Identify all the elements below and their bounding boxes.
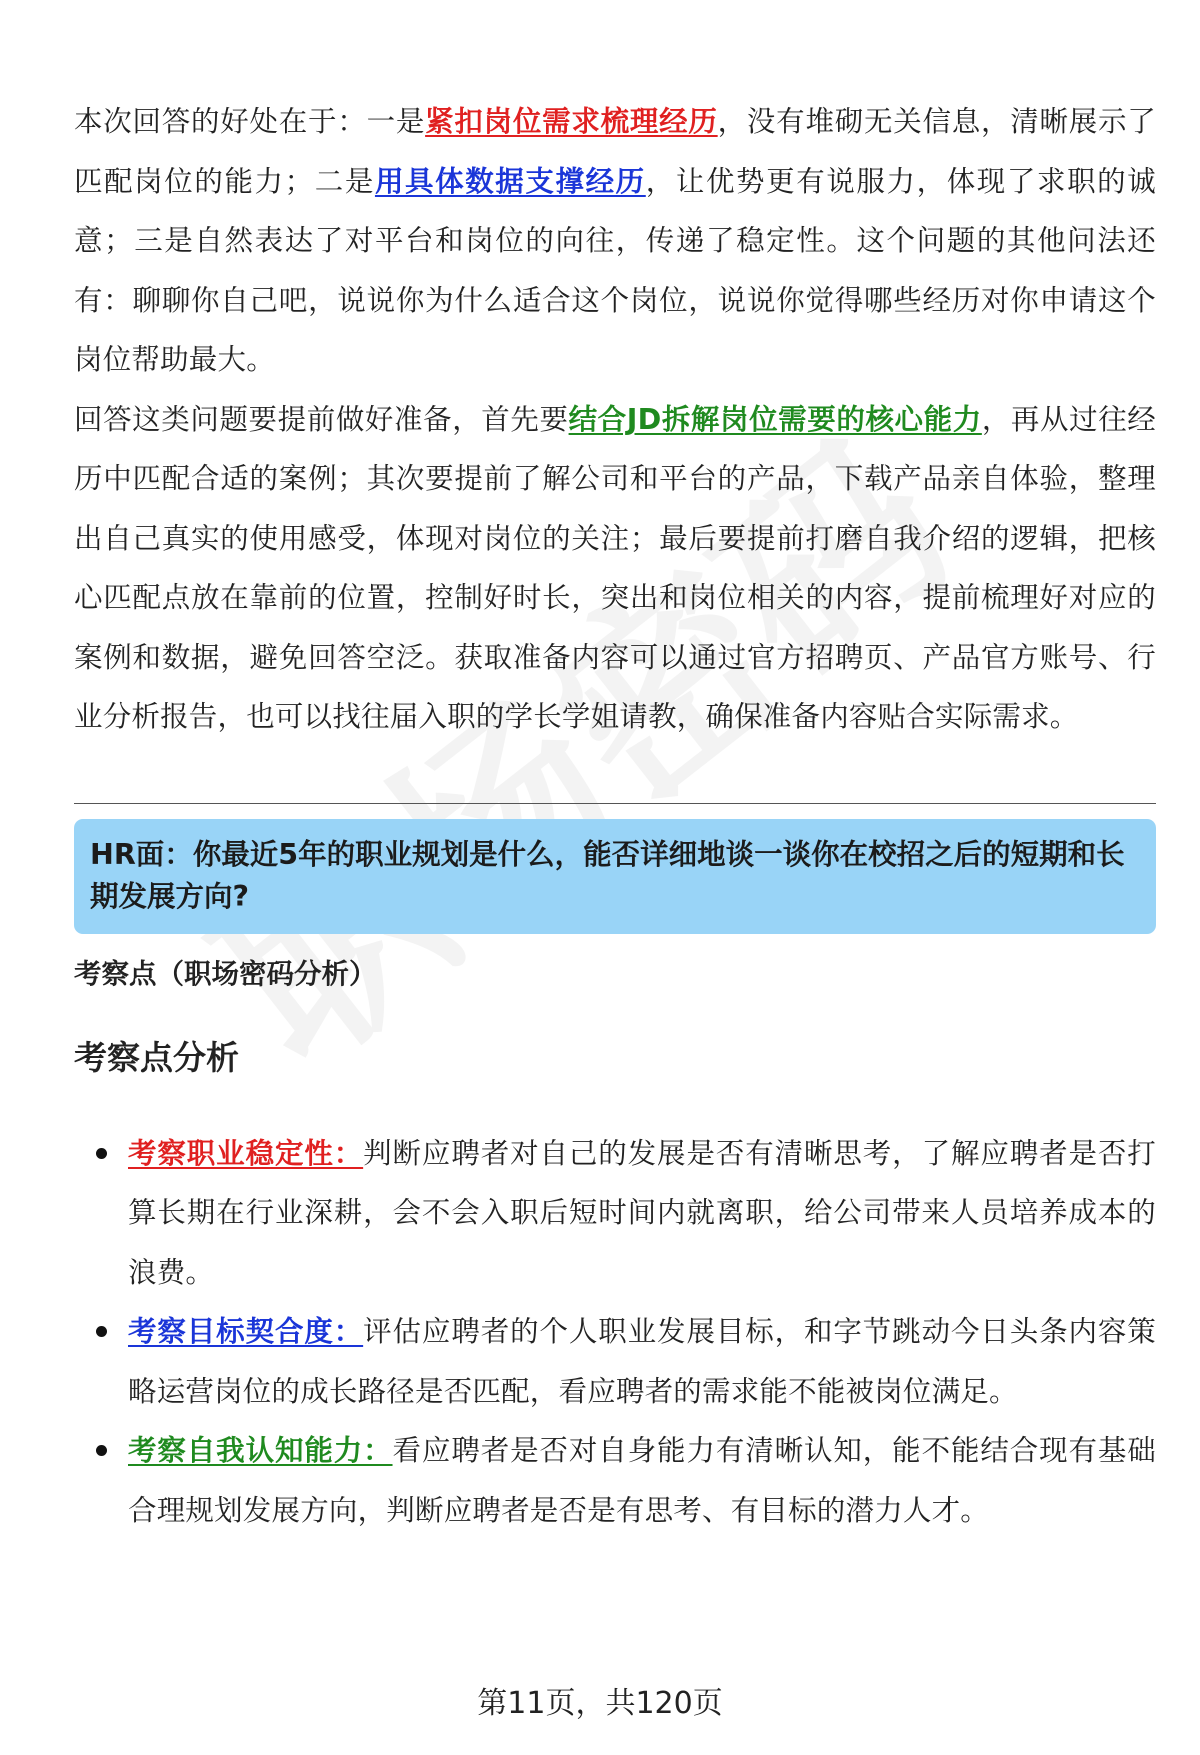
bullet-label: 考察职业稳定性： bbox=[128, 1136, 364, 1170]
highlight-blue: 用具体数据支撑经历 bbox=[374, 164, 646, 198]
page-content bbox=[74, 92, 1156, 1540]
text-run: ，没有堆砌无关信息，清晰展示了匹配岗位的能力；二是 bbox=[74, 105, 1156, 198]
paragraph-answer-benefits bbox=[74, 92, 1156, 390]
bullet-text: 判断应聘者对自己的发展是否有清晰思考，了解应聘者是否打算长期在行业深耕，会不会入职后短时间内就离职，给公司带来人员培养成本的浪费。 bbox=[128, 1136, 1157, 1289]
section-divider bbox=[74, 803, 1156, 804]
paragraph-preparation bbox=[74, 390, 1156, 747]
text-run: ，再从过往经历中匹配合适的案例；其次要提前了解公司和平台的产品，下载产品亲自体验，整理出自己真实的使用感受，体现对岗位的关注；最后要提前打磨自我介绍的逻辑，把核心匹配点放在靠前的位置，控制好时长，突出和岗位相关的内容，提前梳理好对应的案例和数据，避免回答空泛。获取准备内容可以通过官方招聘页、产品官方账号、行业分析报告，也可以找往届入职的学长学姐请教，确保准备内容贴合实际需求。 bbox=[74, 402, 1157, 733]
points-title: 考察点（职场密码分析） bbox=[74, 957, 377, 990]
bullet-label: 考察自我认知能力： bbox=[128, 1434, 393, 1467]
question-box: HR面：你最近5年的职业规划是什么，能否详细地谈一谈你在校招之后的短期和长期发展方向? bbox=[74, 819, 1156, 934]
bullet-dot-icon bbox=[96, 1326, 107, 1337]
bullet-text: 看应聘者是否对自身能力有清晰认知，能不能结合现有基础合理规划发展方向，判断应聘者是否是有思考、有目标的潜力人才。 bbox=[128, 1434, 1157, 1527]
analysis-list bbox=[74, 1124, 1156, 1541]
list-item bbox=[74, 1421, 1156, 1540]
list-item bbox=[74, 1302, 1156, 1421]
page-footer: 第11页，共120页 bbox=[477, 1686, 723, 1721]
highlight-green: 结合JD拆解岗位需要的核心能力 bbox=[568, 402, 982, 436]
section-heading: 考察点分析 bbox=[74, 1037, 239, 1077]
highlight-red: 紧扣岗位需求梳理经历 bbox=[425, 105, 718, 138]
list-item bbox=[74, 1124, 1156, 1303]
bullet-label: 考察目标契合度： bbox=[128, 1315, 364, 1348]
text-run: 本次回答的好处在于：一是 bbox=[74, 105, 426, 138]
bullet-dot-icon bbox=[96, 1445, 107, 1456]
text-run: ，让优势更有说服力，体现了求职的诚意；三是自然表达了对平台和岗位的向往，传递了稳定性。这个问题的其他问法还有：聊聊你自己吧，说说你为什么适合这个岗位，说说你觉得哪些经历对你申请这个岗位帮助最大。 bbox=[74, 164, 1156, 376]
text-run: 回答这类问题要提前做好准备，首先要 bbox=[74, 402, 569, 436]
bullet-dot-icon bbox=[96, 1148, 107, 1159]
bullet-text: 评估应聘者的个人职业发展目标，和字节跳动今日头条内容策略运营岗位的成长路径是否匹配，看应聘者的需求能不能被岗位满足。 bbox=[128, 1315, 1157, 1408]
